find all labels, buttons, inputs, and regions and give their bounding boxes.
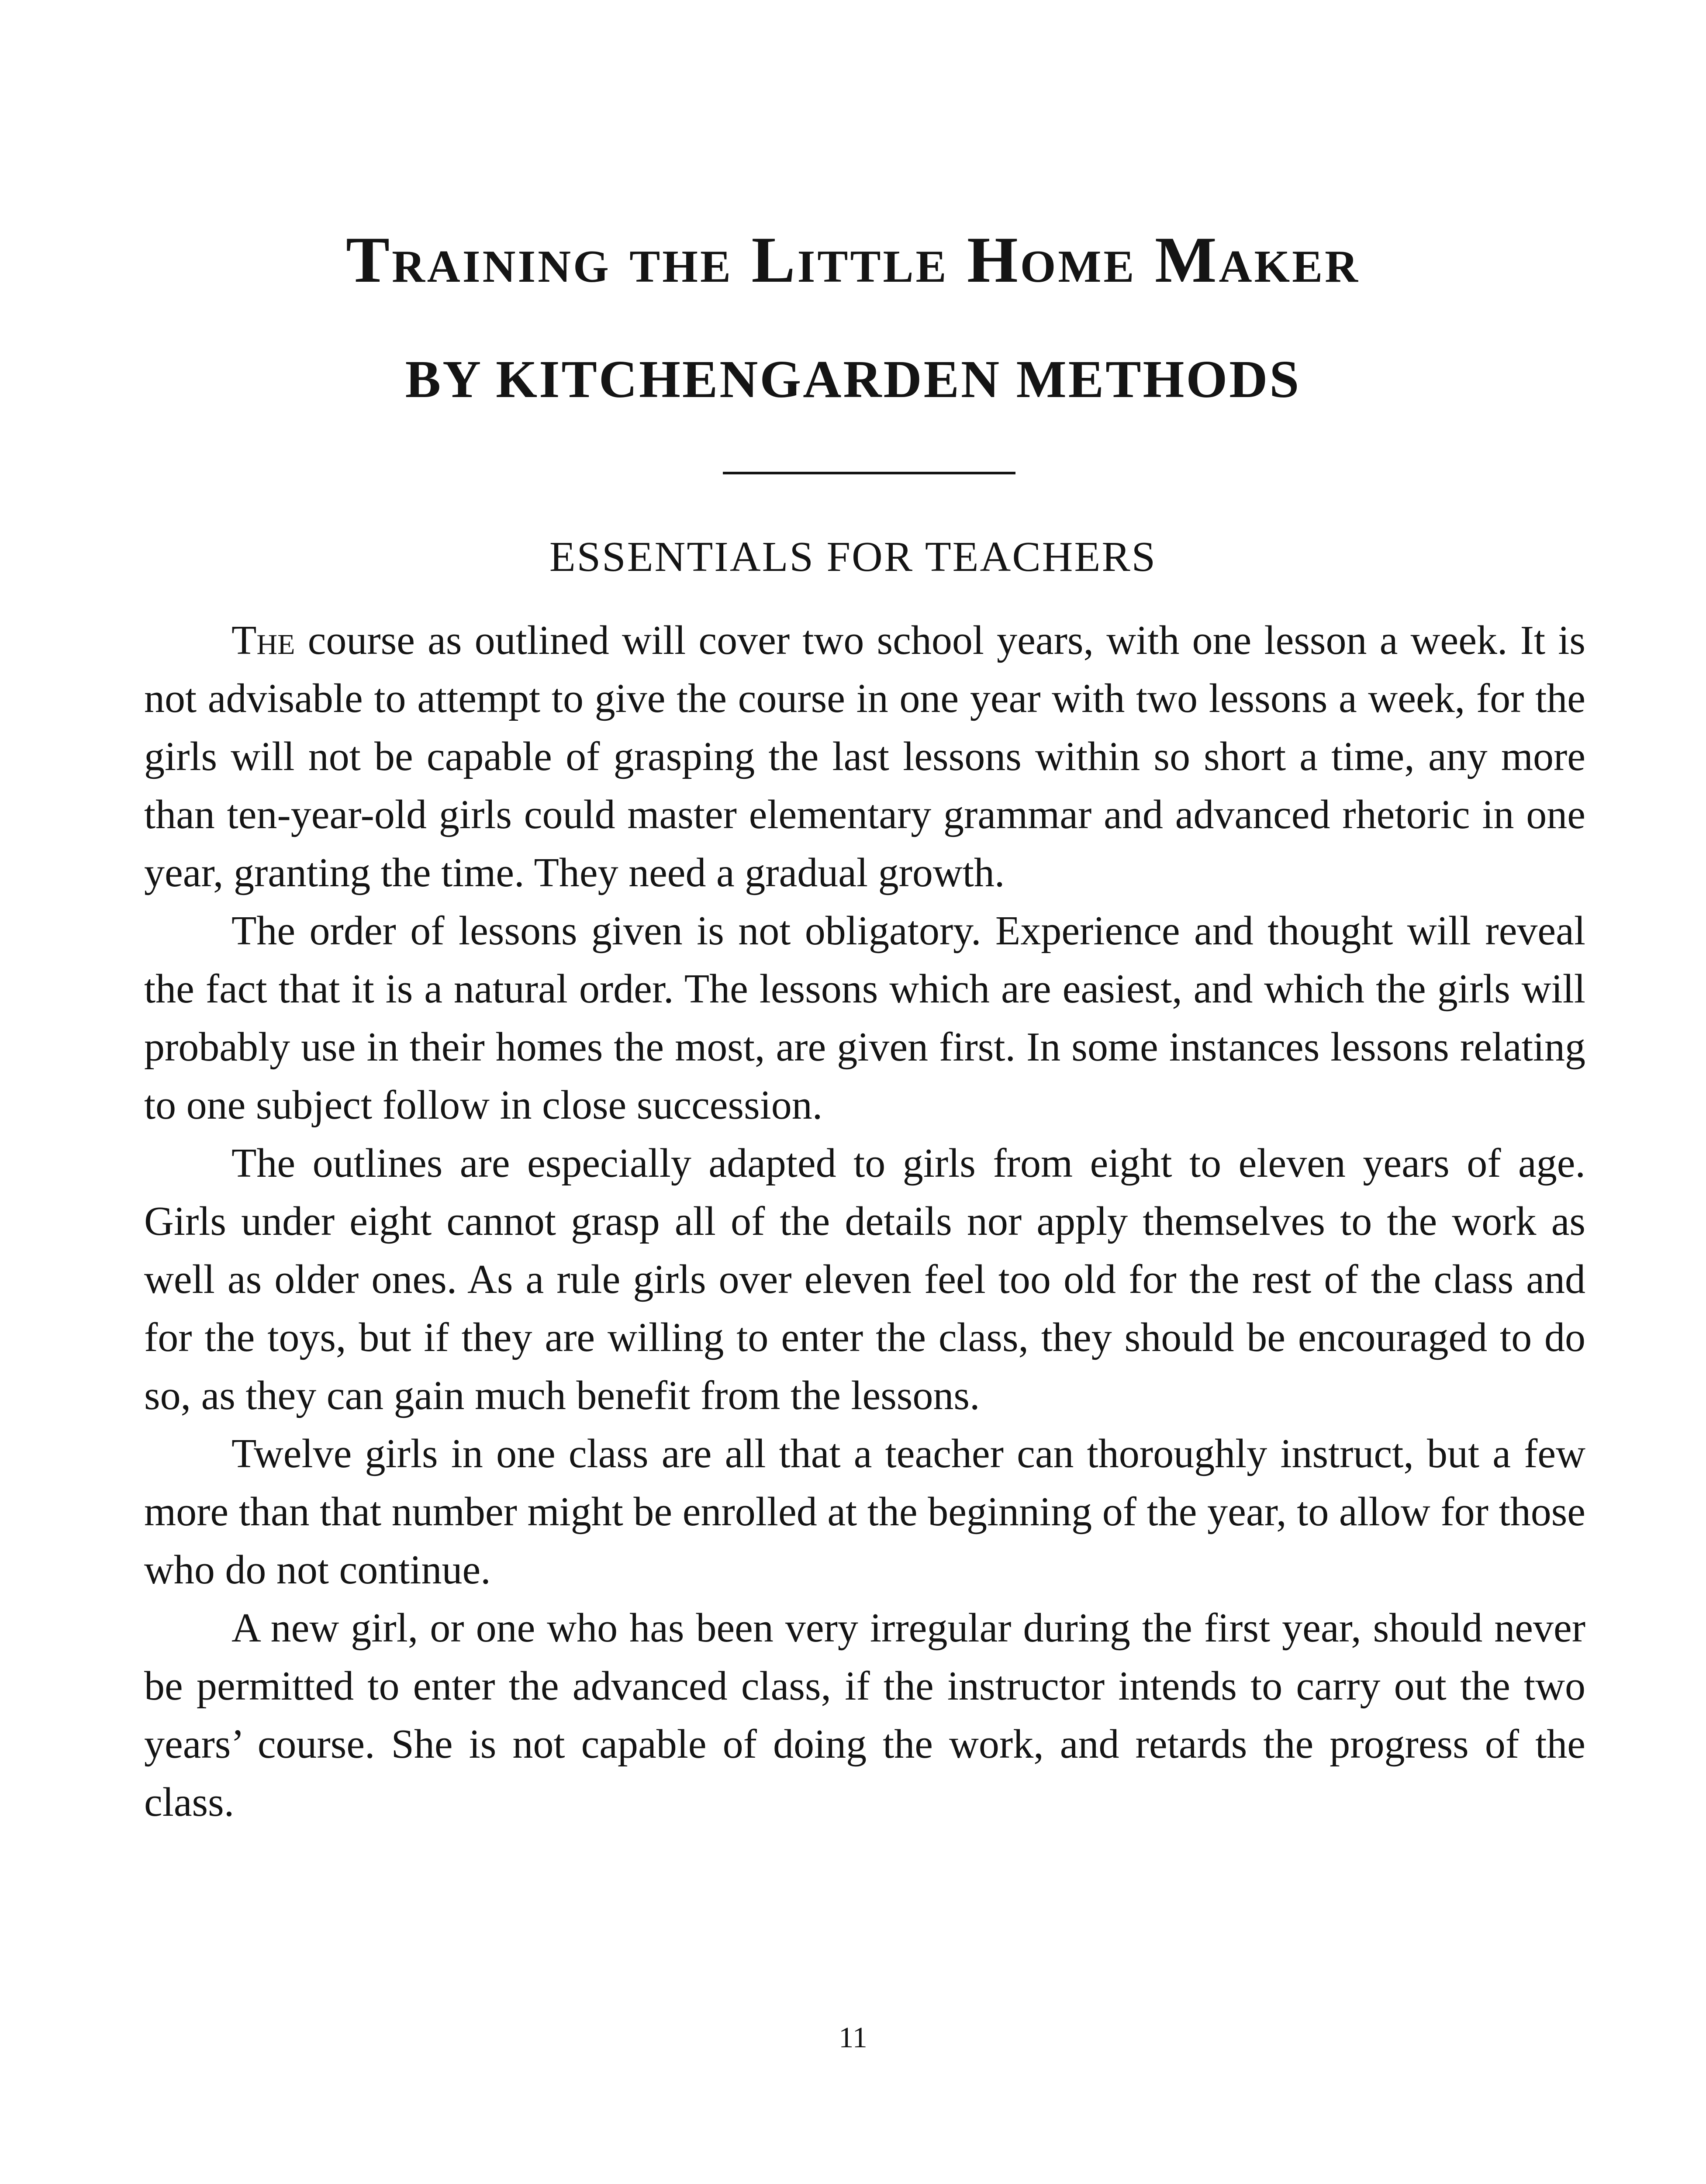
page-title: Training the Little Home Maker [346,224,1360,296]
page-number: 11 [839,2021,867,2054]
section-heading: ESSENTIALS FOR TEACHERS [549,533,1157,581]
paragraph-1 [144,612,1585,902]
paragraph-2: The order of lessons given is not obligatory. Experience and thought will reveal the fact that it is a natural order. The lessons which are easiest, and which the girls will probably use in their homes the most, are given first. In some instances lessons relating to one subject follow in close succession. [144,908,1585,1128]
paragraph-4: Twelve girls in one class are all that a teacher can thoroughly instruct, but a few more than that number might be enrolled at the beginning of the year, to allow for those who do not continue. [144,1431,1585,1593]
paragraph-3: The outlines are especially adapted to girls from eight to eleven years of age. Girls under eight cannot grasp all of the details nor apply themselves to the work as well as older ones. As a rule girls over eleven feel too old for the rest of the class and for the toys, but if they are willing to enter the class, they should be encouraged to do so, as they can gain much benefit from the lessons. [144,1140,1585,1418]
paragraph-lead-word: The [231,618,295,663]
body-text [144,612,1585,1832]
paragraph-1-text: course as outlined will cover two school years, with one lesson a week. It is not advisable to attempt to give the course in one year with two lessons a week, for the girls will not be capable of grasping the last lessons within so short a time, any more than ten-year-old girls could master elementary grammar and advanced rhetoric in one year, granting the time. They need a gradual growth. [144,618,1585,895]
page-subtitle: BY KITCHENGARDEN METHODS [405,350,1301,409]
title-divider [723,472,1015,474]
paragraph-5: A new girl, or one who has been very irregular during the first year, should never be permitted to enter the advanced class, if the instructor intends to carry out the two years’ course. She is not capable of doing the work, and retards the progress of the class. [144,1605,1585,1825]
